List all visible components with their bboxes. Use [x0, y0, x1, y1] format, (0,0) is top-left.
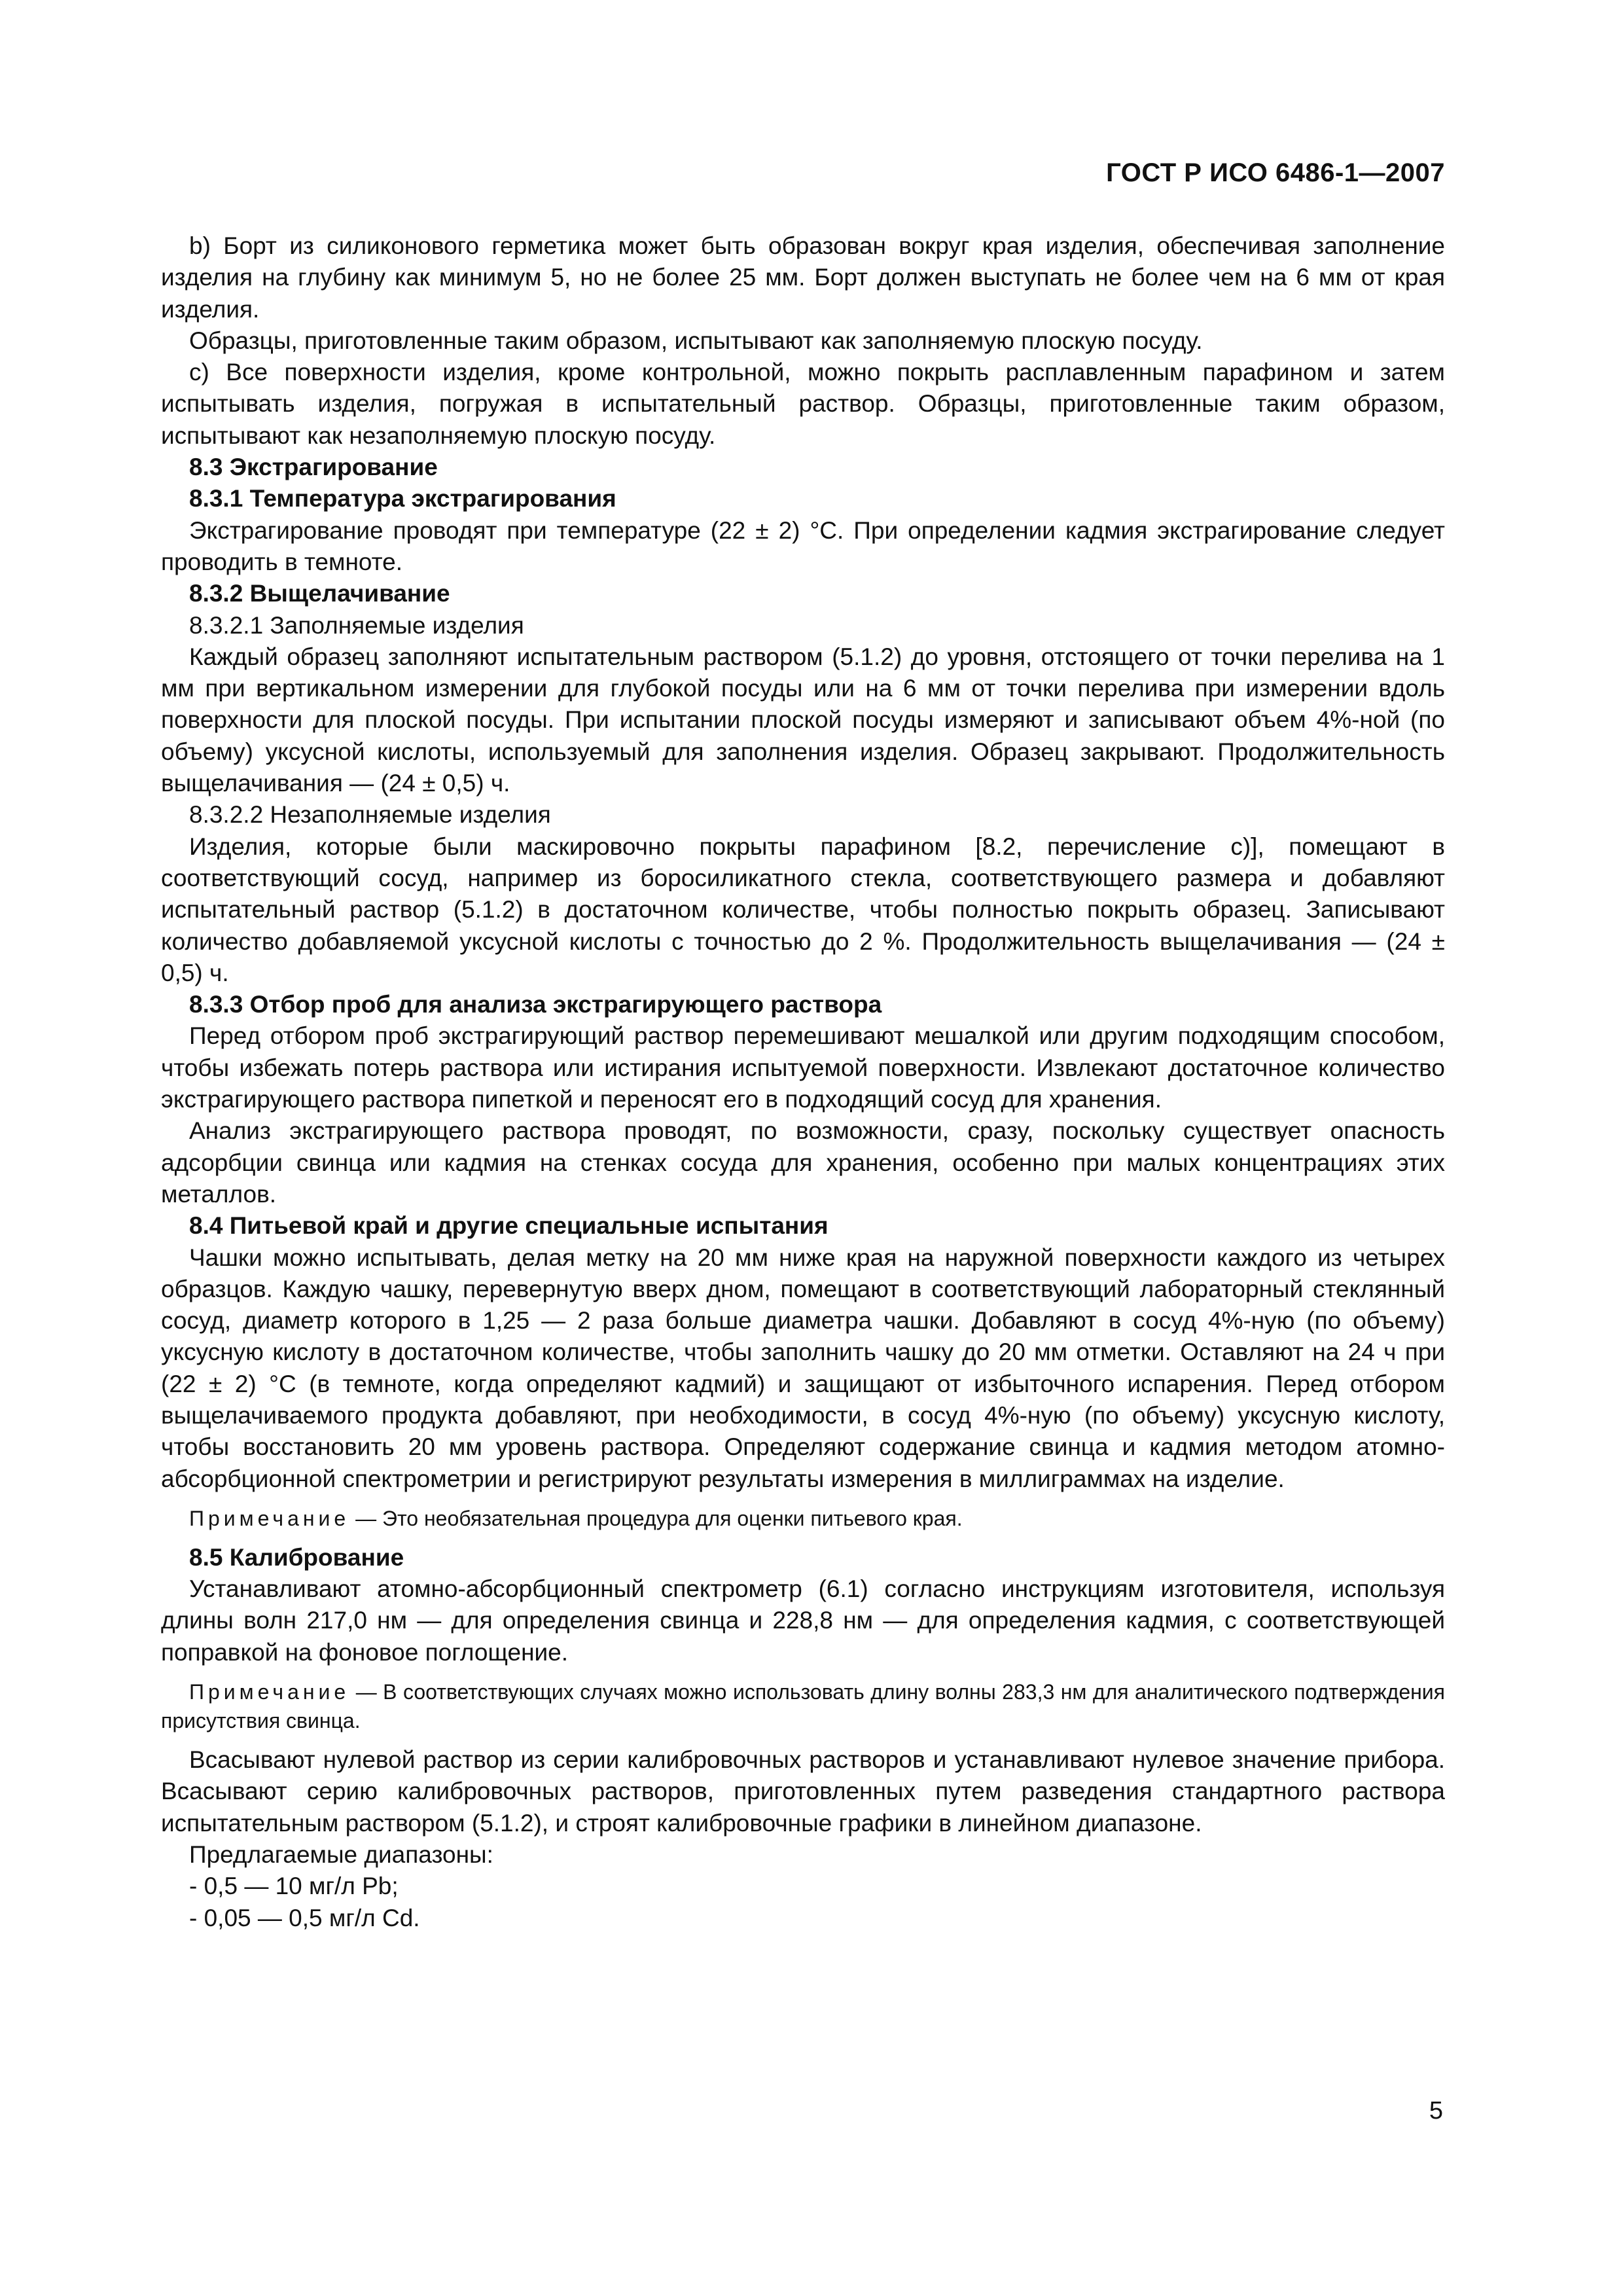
paragraph-8-4: Чашки можно испытывать, делая метку на 20 мм ниже края на наружной поверхности каждого из четырех образцов. Каждую чашку, перевернутую вверх дном, помещают в соответствующий лабораторный стеклянный сосуд, диаметр которого в 1,25 — 2 раза больше диаметра чашки. Добавляют в сосуд 4%-ную (по объему) уксусную кислоту в достаточном количестве, чтобы заполнить чашку до 20 мм отметки. Оставляют на 24 ч при (22 ± 2) °С (в темноте, когда определяют кадмий) и защищают от избыточного испарения. Перед отбором выщелачиваемого продукта добавляют, при необходимости, в сосуд 4%-ную (по объему) уксусную кислоту, чтобы восстановить 20 мм уровень раствора. Определяют содержание свинца и кадмия методом атомно-абсорбционной спектрометрии и регистрируют результаты измерения в миллиграммах на изделие.: [161, 1244, 1445, 1492]
list-item: - 0,05 — 0,5 мг/л Cd.: [189, 1904, 420, 1931]
note-text: — Это необязательная процедура для оценки питьевого края.: [349, 1506, 963, 1530]
standard-designation: ГОСТ Р ИСО 6486-1—2007: [1106, 158, 1445, 187]
note-text: — В соответствующих случаях можно использовать длину волны 283,3 нм для аналитического подтверждения присутствия свинца.: [161, 1680, 1445, 1733]
list-item: - 0,5 — 10 мг/л Pb;: [189, 1873, 399, 1900]
page-number: 5: [1429, 2097, 1443, 2125]
section-heading-8-3-2-2: 8.3.2.2 Незаполняемые изделия: [189, 801, 551, 829]
section-heading-8-3: 8.3 Экстрагирование: [189, 454, 438, 481]
paragraph-item-c: c) Все поверхности изделия, кроме контрольной, можно покрыть расплавленным парафином и затем испытывать изделия, погружая в испытательный раствор. Образцы, приготовленные таким образом, испытывают как незаполняемую плоскую посуду.: [161, 359, 1445, 449]
paragraph-8-3-3-b: Анализ экстрагирующего раствора проводят, по возможности, сразу, поскольку существует опасность адсорбции свинца или кадмия на стенках сосуда для хранения, особенно при малых концентрациях этих металлов.: [161, 1117, 1445, 1208]
paragraph-ranges-intro: Предлагаемые диапазоны:: [189, 1840, 493, 1868]
note-drinking-rim: [161, 1504, 1445, 1533]
paragraph-item-b-result: Образцы, приготовленные таким образом, испытывают как заполняемую плоскую посуду.: [189, 327, 1203, 354]
paragraph-8-3-2-2: Изделия, которые были маскировочно покрыты парафином [8.2, перечисление c)], помещают в соответствующий сосуд, например из боросиликатного стекла, соответствующего размера и добавляют испытательный раствор (5.1.2) в достаточном количестве, чтобы полностью покрыть образец. Записывают количество добавляемой уксусной кислоты с точностью до 2 %. Продолжительность выщелачивания — (24 ± 0,5) ч.: [161, 833, 1445, 986]
paragraph-8-3-3-a: Перед отбором проб экстрагирующий раствор перемешивают мешалкой или другим подходящим способом, чтобы избежать потерь раствора или истирания испытуемой поверхности. Извлекают достаточное количество экстрагирующего раствора пипеткой и переносят его в подходящий сосуд для хранения.: [161, 1022, 1445, 1113]
paragraph-8-3-1: Экстрагирование проводят при температуре (22 ± 2) °С. При определении кадмия экстрагирование следует проводить в темноте.: [161, 516, 1445, 575]
note-label: Примечание: [189, 1506, 350, 1530]
section-heading-8-3-3: 8.3.3 Отбор проб для анализа экстрагирующего раствора: [189, 991, 882, 1018]
section-heading-8-5: 8.5 Калибрование: [189, 1543, 404, 1571]
paragraph-8-3-2-1: Каждый образец заполняют испытательным раствором (5.1.2) до уровня, отстоящего от точки перелива на 1 мм при вертикальном измерении для глубокой посуды или на 6 мм от точки перелива при измерении вдоль поверхности для плоской посуды. При испытании плоской посуды измеряют и записывают объем 4%-ной (по объему) уксусной кислоты, используемый для заполнения изделия. Образец закрывают. Продолжительность выщелачивания — (24 ± 0,5) ч.: [161, 643, 1445, 797]
paragraph-8-5-b: Всасывают нулевой раствор из серии калибровочных растворов и устанавливают нулевое значение прибора. Всасывают серию калибровочных растворов, приготовленных путем разведения стандартного раствора испытательным раствором (5.1.2), и строят калибровочные графики в линейном диапазоне.: [161, 1746, 1445, 1837]
section-heading-8-3-2-1: 8.3.2.1 Заполняемые изделия: [189, 611, 524, 639]
section-heading-8-3-1: 8.3.1 Температура экстрагирования: [189, 485, 616, 512]
section-heading-8-3-2: 8.3.2 Выщелачивание: [189, 580, 450, 607]
section-heading-8-4: 8.4 Питьевой край и другие специальные испытания: [189, 1212, 829, 1240]
note-label: Примечание: [189, 1680, 350, 1704]
ranges-list: [161, 1871, 1445, 1934]
paragraph-8-5-a: Устанавливают атомно-абсорбционный спектрометр (6.1) согласно инструкциям изготовителя, используя длины волн 217,0 нм — для определения свинца и 228,8 нм — для определения кадмия, с соответствующей поправкой на фоновое поглощение.: [161, 1575, 1445, 1666]
note-wavelength: [161, 1677, 1445, 1735]
paragraph-item-b: b) Борт из силиконового герметика может быть образован вокруг края изделия, обеспечивая заполнение изделия на глубину как минимум 5, но не более 25 мм. Борт должен выступать не более чем на 6 мм от края изделия.: [161, 232, 1445, 323]
page-body: [161, 230, 1445, 1934]
